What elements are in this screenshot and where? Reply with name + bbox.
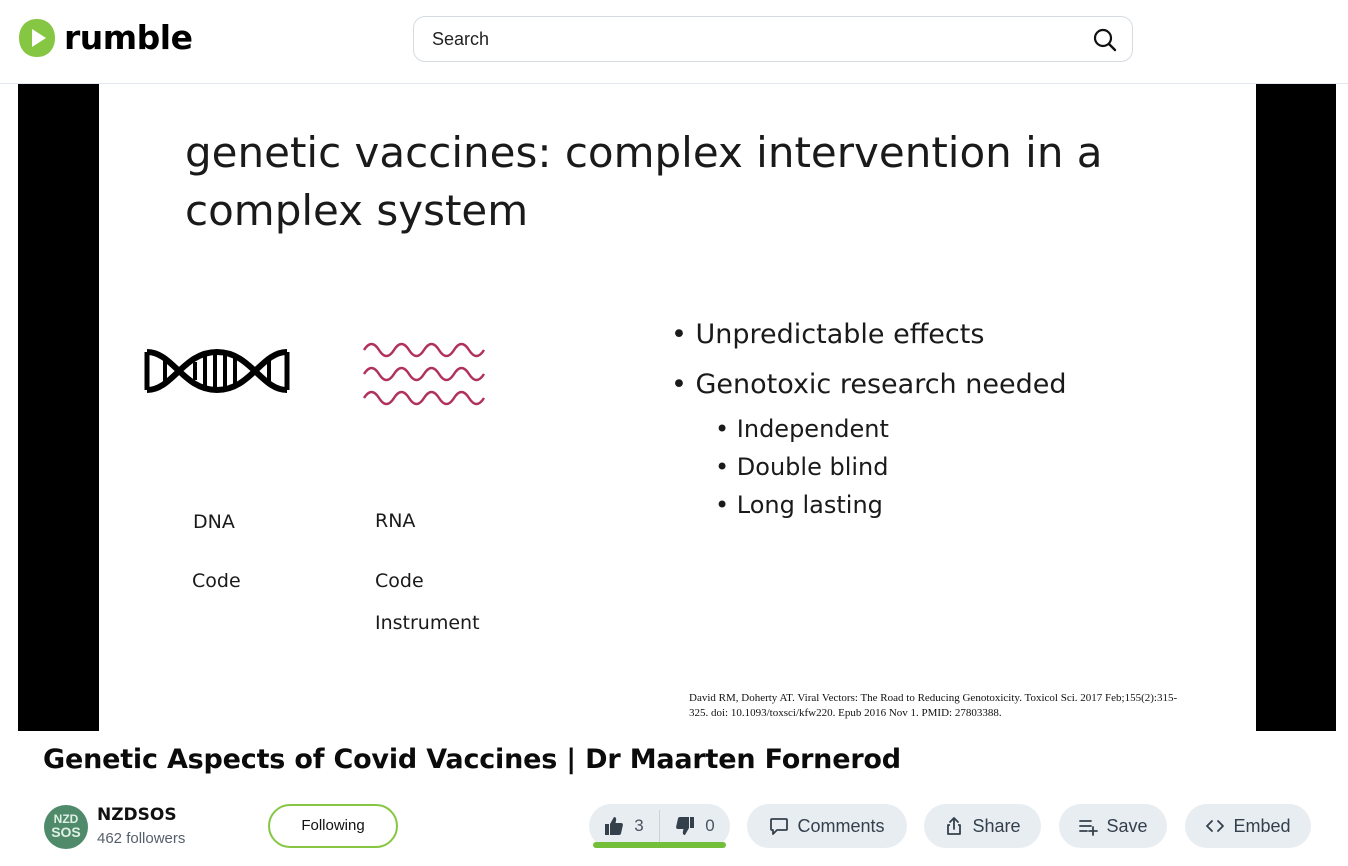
avatar-text: NZD	[53, 812, 79, 826]
sub-bullet-item: • Long lasting	[715, 491, 883, 519]
rumble-logo[interactable]	[18, 18, 192, 58]
avatar-text: SOS	[51, 824, 81, 840]
code-icon	[1205, 816, 1225, 836]
dna-label: DNA	[193, 511, 235, 533]
slide-title-line-2: complex system	[185, 186, 529, 235]
rna-role-instrument: Instrument	[375, 612, 480, 634]
citation-line: David RM, Doherty AT. Viral Vectors: The Road to Reducing Genotoxicity. Toxicol Sci. 2017 Feb;155(2):315-	[689, 692, 1178, 704]
logo-wordmark: rumble	[64, 18, 193, 57]
follower-count: 462 followers	[97, 830, 186, 847]
embed-label: Embed	[1233, 815, 1291, 836]
comments-button[interactable]	[747, 804, 907, 848]
rna-wave-icon	[362, 332, 486, 412]
share-icon	[944, 816, 964, 836]
share-label: Share	[972, 815, 1021, 836]
following-button[interactable]: Following	[268, 804, 398, 848]
search-input[interactable]	[432, 17, 1072, 61]
search-icon[interactable]	[1092, 27, 1118, 53]
bullet-item: • Unpredictable effects	[671, 319, 985, 350]
video-player[interactable]	[18, 84, 1336, 731]
save-label: Save	[1106, 815, 1148, 836]
thumbs-up-icon	[604, 816, 624, 836]
rumble-play-icon	[18, 18, 56, 58]
sub-bullet-item: • Independent	[715, 415, 889, 443]
dna-helix-icon	[143, 346, 291, 396]
comments-label: Comments	[797, 815, 885, 836]
top-header	[0, 0, 1348, 84]
sub-bullet-item: • Double blind	[715, 453, 889, 481]
channel-avatar[interactable]	[44, 805, 88, 849]
share-button[interactable]	[924, 804, 1041, 848]
like-count: 3	[634, 816, 644, 835]
dislike-count: 0	[705, 816, 715, 835]
thumbs-down-icon	[675, 816, 695, 836]
presentation-slide	[99, 84, 1256, 731]
embed-button[interactable]	[1185, 804, 1311, 848]
slide-title-line-1: genetic vaccines: complex intervention in a	[185, 128, 1103, 177]
search-bar	[413, 16, 1133, 62]
slide-bullet-list	[671, 310, 1066, 524]
save-button[interactable]	[1059, 804, 1167, 848]
slide-title	[185, 124, 1185, 240]
rna-label: RNA	[375, 510, 416, 532]
citation-line: 325. doi: 10.1093/toxsci/kfw220. Epub 2016 Nov 1. PMID: 27803388.	[689, 707, 1002, 719]
playlist-add-icon	[1078, 816, 1098, 836]
dna-role: Code	[192, 570, 241, 592]
bullet-item: • Genotoxic research needed	[671, 369, 1067, 400]
comment-icon	[769, 816, 789, 836]
like-ratio-bar	[593, 842, 726, 848]
channel-name[interactable]: NZDSOS	[97, 805, 177, 825]
rna-role-code: Code	[375, 570, 424, 592]
video-title: Genetic Aspects of Covid Vaccines | Dr Maarten Fornerod	[43, 744, 901, 775]
slide-citation	[689, 691, 1249, 721]
